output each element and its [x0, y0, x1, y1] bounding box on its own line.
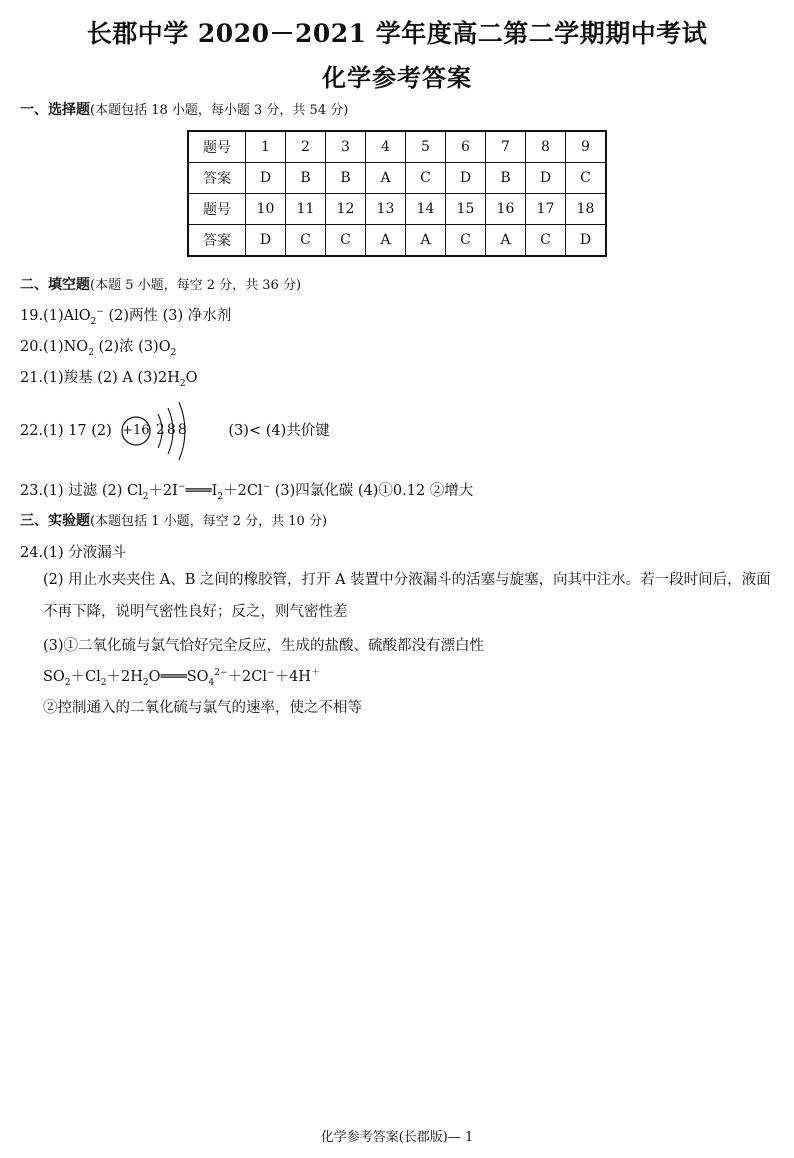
section-2-heading — [20, 274, 301, 294]
section-1-note: (本题包括 18 小题，每小题 3 分，共 54 分) — [90, 103, 349, 118]
table-cell: 3 — [326, 131, 366, 163]
table-cell: 14 — [406, 194, 446, 225]
answer-24-1: 24.(1) 分液漏斗 — [20, 545, 127, 561]
table-cell: 18 — [566, 194, 607, 225]
table-cell: 13 — [366, 194, 406, 225]
row-label: 答案 — [188, 163, 246, 194]
table-cell: C — [406, 163, 446, 194]
answer-20: $20.(1)NO_2$ (2)浓 $(3)O_2$ — [20, 339, 177, 358]
section-1-title: 一、选择题 — [20, 102, 90, 118]
section-1-heading — [20, 99, 348, 119]
table-cell: C — [286, 225, 326, 257]
table-cell: C — [326, 225, 366, 257]
table-cell: C — [566, 163, 607, 194]
table-cell: 5 — [406, 131, 446, 163]
table-cell: D — [566, 225, 607, 257]
electron-count: 8 — [177, 422, 187, 438]
table-cell: 1 — [246, 131, 286, 163]
answer-24-3: (3)①二氧化硫与氯气恰好完全反应，生成的盐酸、硫酸都没有漂白性 — [43, 638, 485, 654]
nucleus-charge: +16 — [122, 423, 150, 438]
table-cell: D — [446, 163, 486, 194]
answer-24-4: ②控制通入的二氧化硫与氯气的速率，使之不相等 — [43, 700, 362, 716]
atom-structure-diagram — [112, 400, 224, 462]
table-cell: 15 — [446, 194, 486, 225]
electron-count: 8 — [166, 422, 176, 438]
table-cell: 7 — [486, 131, 526, 163]
answer-24-2: (2) 用止水夹夹住 A、B 之间的橡胶管，打开 A 装置中分液漏斗的活塞与旋塞，向其中注水。若一段时间后，液面不再下降，说明气密性良好；反之，则气密性差 — [43, 572, 771, 620]
answer-24-equation: $SO_2+Cl_2+2H_2O═══SO_4^{2-}+2Cl^-+4H^+$ — [43, 668, 320, 688]
table-row — [188, 163, 606, 194]
table-cell: C — [526, 225, 566, 257]
table-cell: A — [486, 225, 526, 257]
table-row — [188, 194, 606, 225]
table-cell: 16 — [486, 194, 526, 225]
row-label: 答案 — [188, 225, 246, 257]
table-row — [188, 131, 606, 163]
table-cell: 10 — [246, 194, 286, 225]
table-cell: D — [526, 163, 566, 194]
page-title: 长郡中学 2020－2021 学年度高二第二学期期中考试 — [86, 19, 708, 48]
section-2-title: 二、填空题 — [20, 277, 90, 293]
table-cell: 11 — [286, 194, 326, 225]
table-cell: C — [446, 225, 486, 257]
table-row — [188, 225, 606, 257]
answer-23: 23.(1) 过滤 (2) $Cl_2+2I^-═══I_2+2Cl^-$ (3)四氯化碳 (4)①0.12 ②增大 — [20, 482, 474, 502]
section-3-heading — [20, 510, 327, 530]
table-cell: 12 — [326, 194, 366, 225]
answer-table — [187, 130, 607, 257]
page-subtitle: 化学参考答案 — [322, 63, 472, 92]
table-cell: 17 — [526, 194, 566, 225]
table-cell: A — [366, 163, 406, 194]
table-cell: B — [326, 163, 366, 194]
table-cell: 8 — [526, 131, 566, 163]
table-cell: A — [366, 225, 406, 257]
page-footer: 化学参考答案(长郡版)— 1 — [320, 1130, 474, 1145]
table-cell: 2 — [286, 131, 326, 163]
answer-21: 21.(1)羧基 (2) A $(3)2H_2O$ — [20, 370, 198, 389]
electron-count: 2 — [155, 422, 165, 438]
table-cell: B — [286, 163, 326, 194]
row-label: 题号 — [188, 194, 246, 225]
answer-22: 22.(1) 17 (2) +16 2 8 8 (3)< (4)共价键 — [20, 400, 330, 462]
section-2-note: (本题 5 小题，每空 2 分，共 36 分) — [90, 278, 302, 293]
table-cell: D — [246, 225, 286, 257]
table-cell: 4 — [366, 131, 406, 163]
table-cell: 9 — [566, 131, 607, 163]
row-label: 题号 — [188, 131, 246, 163]
table-cell: A — [406, 225, 446, 257]
section-3-title: 三、实验题 — [20, 513, 90, 529]
answer-19: 19.(1)AlO$_2$− (2)两性 (3) 净水剂 — [20, 307, 232, 327]
table-cell: B — [486, 163, 526, 194]
table-cell: 6 — [446, 131, 486, 163]
section-3-note: (本题包括 1 小题，每空 2 分，共 10 分) — [90, 514, 328, 529]
table-cell: D — [246, 163, 286, 194]
